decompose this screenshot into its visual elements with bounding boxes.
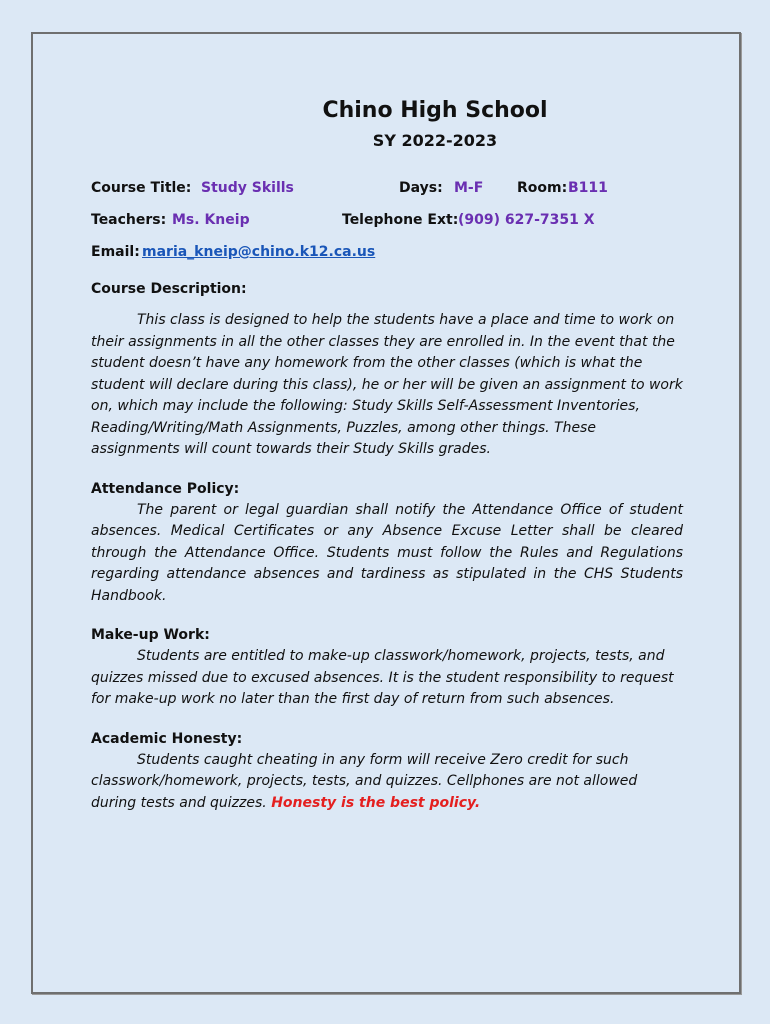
school-name: Chino High School <box>322 98 548 123</box>
info-row-email <box>91 244 683 276</box>
course-description-heading: Course Description: <box>91 281 247 297</box>
room-value: B111 <box>568 180 608 196</box>
teachers-value: Ms. Kneip <box>172 212 250 228</box>
teachers-label: Teachers: <box>91 212 167 228</box>
telephone-value: (909) 627-7351 X <box>458 212 595 228</box>
days-value: M-F <box>454 180 484 196</box>
academic-honesty-text: Students caught cheating in any form will receive Zero credit for such classwork/homework, projects, tests, and quizzes. Cellphones are not allowed during tests and quizzes. <box>91 751 638 811</box>
info-row-teacher <box>91 212 683 244</box>
academic-honesty-heading: Academic Honesty: <box>91 730 243 747</box>
email-label: Email: <box>91 244 140 260</box>
document-content <box>91 94 683 814</box>
attendance-policy-heading: Attendance Policy: <box>91 480 240 497</box>
email-link[interactable]: maria_kneip@chino.k12.ca.us <box>142 244 376 260</box>
makeup-work-heading: Make-up Work: <box>91 627 210 643</box>
school-year: SY 2022-2023 <box>372 131 498 150</box>
room-label: Room: <box>517 180 568 196</box>
course-title-label: Course Title: <box>91 180 192 196</box>
honesty-emphasis: Honesty is the best policy. <box>271 794 481 811</box>
info-row-course <box>91 180 683 212</box>
course-description-body: This class is designed to help the students have a place and time to work on their assignments in all the other classes they are enrolled in. In the event that the student doesn’t have any homework from the other classes (which is what the student will declare during this class), he or her will be given an assignment to work on, which may include the following: Study Skills Self-Assessment Inventories, Reading/Writing/Math Assignments, Puzzles, among other things. These assignments will count towards their Study Skills grades. <box>91 312 683 457</box>
attendance-policy-body: The parent or legal guardian shall notify the Attendance Office of student absences. Medical Certificates or any Absence Excuse Letter shall be cleared through the Attendance Office. Students must follow the Rules and Regulations regarding attendance absences and tardiness as stipulated in the CHS Students Handbook. <box>91 501 683 604</box>
days-label: Days: <box>399 180 443 196</box>
academic-honesty-body <box>91 750 683 815</box>
makeup-work-body: Students are entitled to make-up classwork/homework, projects, tests, and quizzes missed due to excused absences. It is the student responsibility to request for make-up work no later than the first day of return from such absences. <box>91 648 674 707</box>
telephone-label: Telephone Ext: <box>342 212 459 228</box>
course-title-value: Study Skills <box>201 180 294 196</box>
